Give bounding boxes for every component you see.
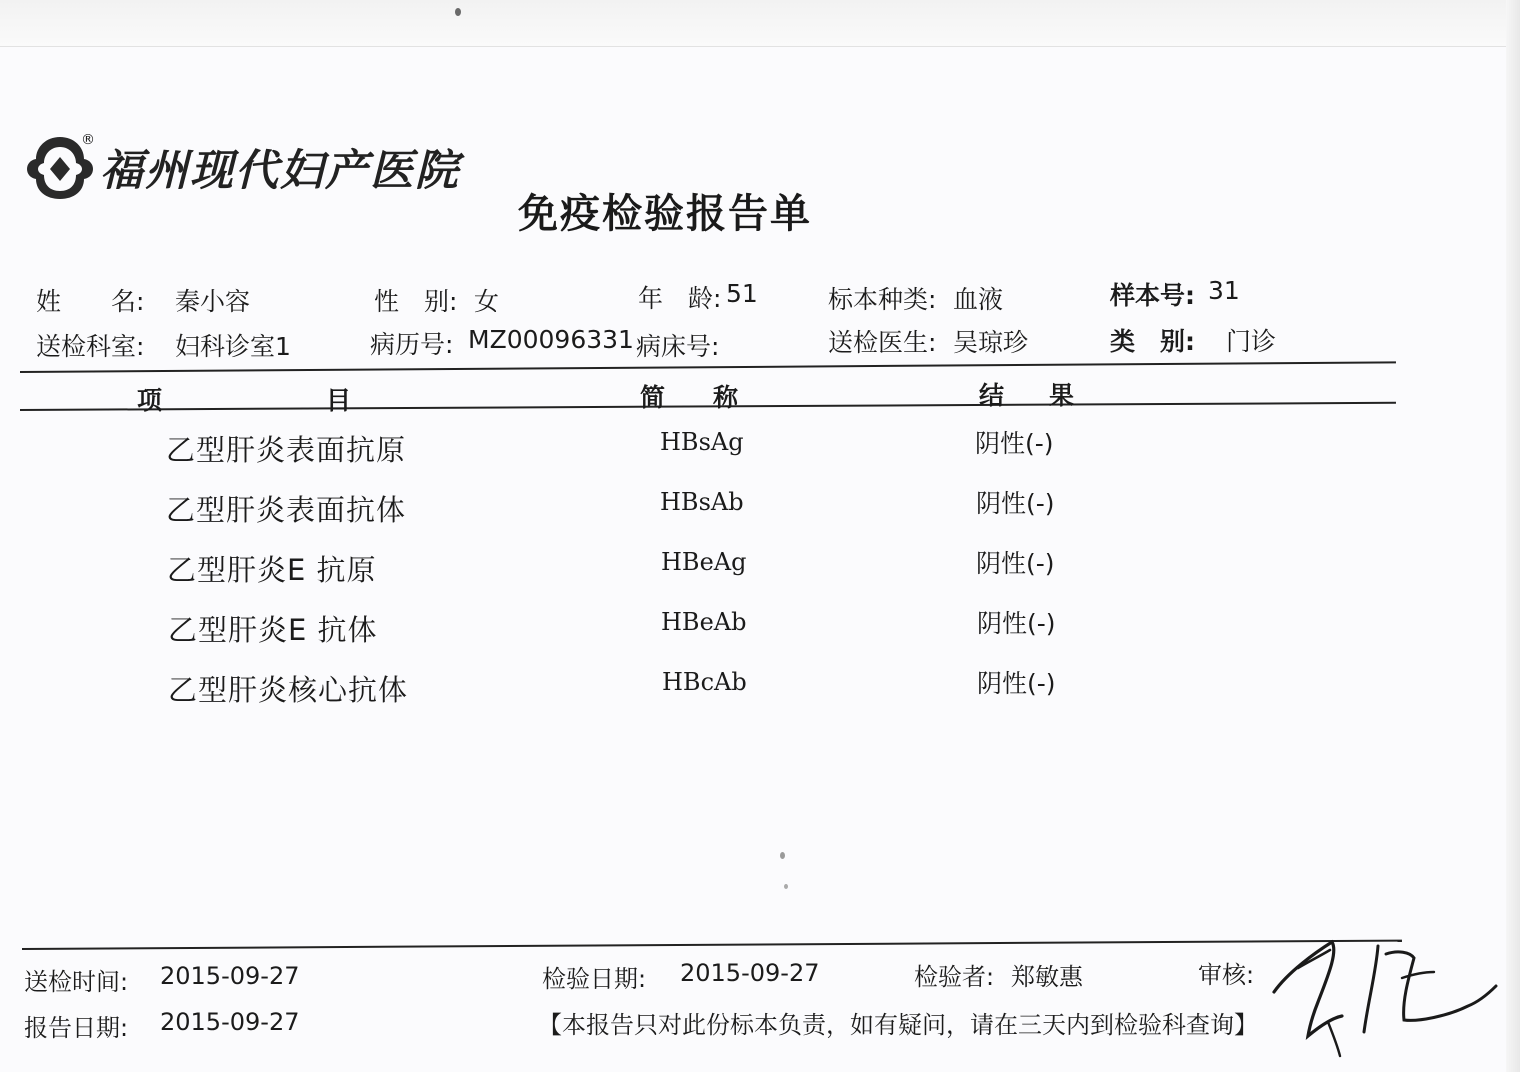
column-header-abbr-1: 简 xyxy=(640,383,666,412)
test-item-abbr: HBeAb xyxy=(661,608,747,636)
record-no-value: MZ00096331 xyxy=(468,325,634,354)
test-item-name: 乙型肝炎核心抗体 xyxy=(168,673,409,707)
reviewer-label: 审核: xyxy=(1198,961,1255,989)
test-item-abbr: HBcAb xyxy=(662,668,747,696)
footer-rule xyxy=(22,940,1402,950)
paper-speck xyxy=(784,884,788,889)
department-label: 送检科室: xyxy=(36,332,145,361)
test-item-result: 阴性(-) xyxy=(976,489,1055,518)
age-value: 51 xyxy=(726,279,758,308)
tester-label: 检验者: xyxy=(914,963,995,991)
patient-name-label: 姓 名: xyxy=(36,287,145,316)
test-item-result: 阴性(-) xyxy=(977,669,1056,698)
test-date-value: 2015-09-27 xyxy=(680,959,820,987)
age-label: 年 龄: xyxy=(638,284,722,313)
gender-label: 性 别: xyxy=(374,287,458,316)
category-label: 类 别: xyxy=(1110,327,1195,356)
submit-time-label: 送检时间: xyxy=(24,968,129,996)
test-item-abbr: HBsAb xyxy=(660,488,744,516)
column-header-abbr-2: 称 xyxy=(713,383,739,412)
sample-no-value: 31 xyxy=(1208,276,1240,305)
test-item-abbr: HBeAg xyxy=(661,548,747,576)
paper-speck xyxy=(455,8,461,16)
column-header-result-1: 结 xyxy=(979,381,1005,410)
department-value: 妇科诊室1 xyxy=(175,332,291,361)
test-item-name: 乙型肝炎E 抗体 xyxy=(168,613,378,647)
bed-no-label: 病床号: xyxy=(636,332,720,361)
patient-name-value: 秦小容 xyxy=(175,287,251,316)
reviewer-signature xyxy=(1268,932,1500,1062)
sample-no-label: 样本号: xyxy=(1110,281,1195,310)
test-item-name: 乙型肝炎表面抗体 xyxy=(166,493,407,527)
test-date-label: 检验日期: xyxy=(542,965,647,993)
test-item-result: 阴性(-) xyxy=(975,429,1054,458)
report-date-label: 报告日期: xyxy=(24,1014,129,1042)
test-item-result: 阴性(-) xyxy=(976,549,1055,578)
hospital-name: 福州现代妇产医院 xyxy=(100,146,460,196)
report-date-value: 2015-09-27 xyxy=(160,1008,300,1036)
registered-mark: ® xyxy=(81,132,95,148)
paper-speck xyxy=(780,852,785,859)
submit-time-value: 2015-09-27 xyxy=(160,962,300,990)
test-item-name: 乙型肝炎表面抗原 xyxy=(166,433,407,467)
specimen-type-value: 血液 xyxy=(953,285,1004,314)
doctor-label: 送检医生: xyxy=(828,328,937,357)
report-title: 免疫检验报告单 xyxy=(518,191,812,237)
category-value: 门诊 xyxy=(1226,327,1277,356)
disclaimer-text: 【本报告只对此份标本负责，如有疑问，请在三天内到检验科查询】 xyxy=(538,1011,1258,1039)
gender-value: 女 xyxy=(474,287,500,316)
column-header-result-2: 果 xyxy=(1049,381,1075,410)
specimen-type-label: 标本种类: xyxy=(828,285,937,314)
column-header-item-2: 目 xyxy=(326,386,352,415)
scanner-edge-top xyxy=(0,0,1520,47)
doctor-value: 吴琼珍 xyxy=(953,328,1029,357)
test-item-abbr: HBsAg xyxy=(660,428,744,456)
header-top-rule xyxy=(20,361,1396,373)
column-header-item-1: 项 xyxy=(137,386,163,415)
scanner-edge-right xyxy=(1506,0,1520,1072)
test-item-name: 乙型肝炎E 抗原 xyxy=(167,553,377,587)
tester-value: 郑敏惠 xyxy=(1011,963,1083,991)
header-bottom-rule xyxy=(20,402,1396,411)
record-no-label: 病历号: xyxy=(370,330,454,359)
test-item-result: 阴性(-) xyxy=(977,609,1056,638)
